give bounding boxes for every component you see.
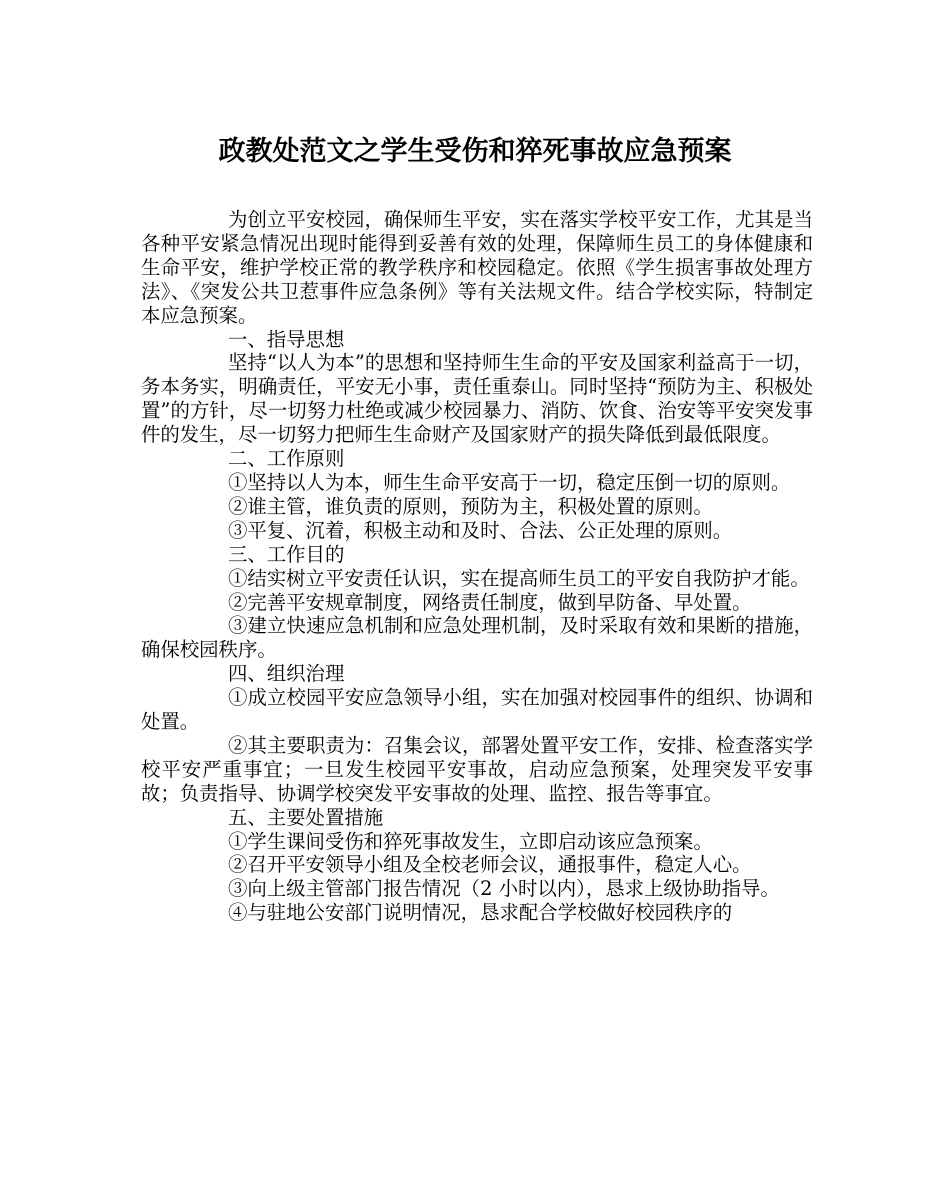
section-heading-work-goals: 三、工作目的 [228, 542, 345, 566]
intro-paragraph: 为创立平安校园，确保师生平安，实在落实学校平安工作，尤其是当各种平安紧急情况出现时能得到妥善有效的处理，保障师生员工的身体健康和生命平安，维护学校正常的教学秩序和校园稳定。依照《学生损害事故处理方法》、《突发公共卫惹事件应急条例》等有关法规文件。结合学校实际，特制定本应急预案。 [141, 208, 813, 327]
goal-item-1: ①结实树立平安责任认识，实在提高师生员工的平安自我防护才能。 [228, 566, 810, 590]
section-heading-work-principles: 二、工作原则 [228, 447, 345, 471]
document-body [141, 208, 813, 925]
section-heading-measures: 五、主要处置措施 [228, 805, 384, 829]
principle-item-3: ③平复、沉着，积极主动和及时、合法、公正处理的原则。 [228, 518, 733, 542]
measure-item-3: ③向上级主管部门报告情况（2 小时以内），恳求上级协助指导。 [228, 877, 780, 901]
goal-item-3: ③建立快速应急机制和应急处理机制，及时采取有效和果断的措施，确保校园秩序。 [141, 614, 813, 662]
guiding-thought-paragraph: 坚持“以人为本”的思想和坚持师生生命的平安及国家利益高于一切，务本务实，明确责任，平安无小事，责任重泰山。同时坚持“预防为主、积极处置”的方针，尽一切努力杜绝或减少校园暴力、消防、饮食、治安等平安突发事件的发生，尽一切努力把师生生命财产及国家财产的损失降低到最低限度。 [141, 351, 813, 447]
organization-item-1: ①成立校园平安应急领导小组，实在加强对校园事件的组织、协调和处置。 [141, 686, 813, 734]
section-heading-organization: 四、组织治理 [228, 662, 345, 686]
section-heading-guiding-thought: 一、指导思想 [228, 327, 345, 351]
organization-item-2: ②其主要职责为：召集会议，部署处置平安工作，安排、检查落实学校平安严重事宜；一旦发生校园平安事故，启动应急预案，处理突发平安事故；负责指导、协调学校突发平安事故的处理、监控、报告等事宜。 [141, 733, 813, 805]
document-title: 政教处范文之学生受伤和猝死事故应急预案 [218, 136, 732, 167]
goal-item-2: ②完善平安规章制度，网络责任制度，做到早防备、早处置。 [228, 590, 752, 614]
measure-item-2: ②召开平安领导小组及全校老师会议，通报事件，稳定人心。 [228, 853, 752, 877]
principle-item-2: ②谁主管，谁负责的原则，预防为主，积极处置的原则。 [228, 494, 713, 518]
principle-item-1: ①坚持以人为本，师生生命平安高于一切，稳定压倒一切的原则。 [228, 470, 791, 494]
measure-item-4: ④与驻地公安部门说明情况，恳求配合学校做好校园秩序的 [228, 901, 733, 925]
measure-item-1: ①学生课间受伤和猝死事故发生，立即启动该应急预案。 [228, 829, 713, 853]
